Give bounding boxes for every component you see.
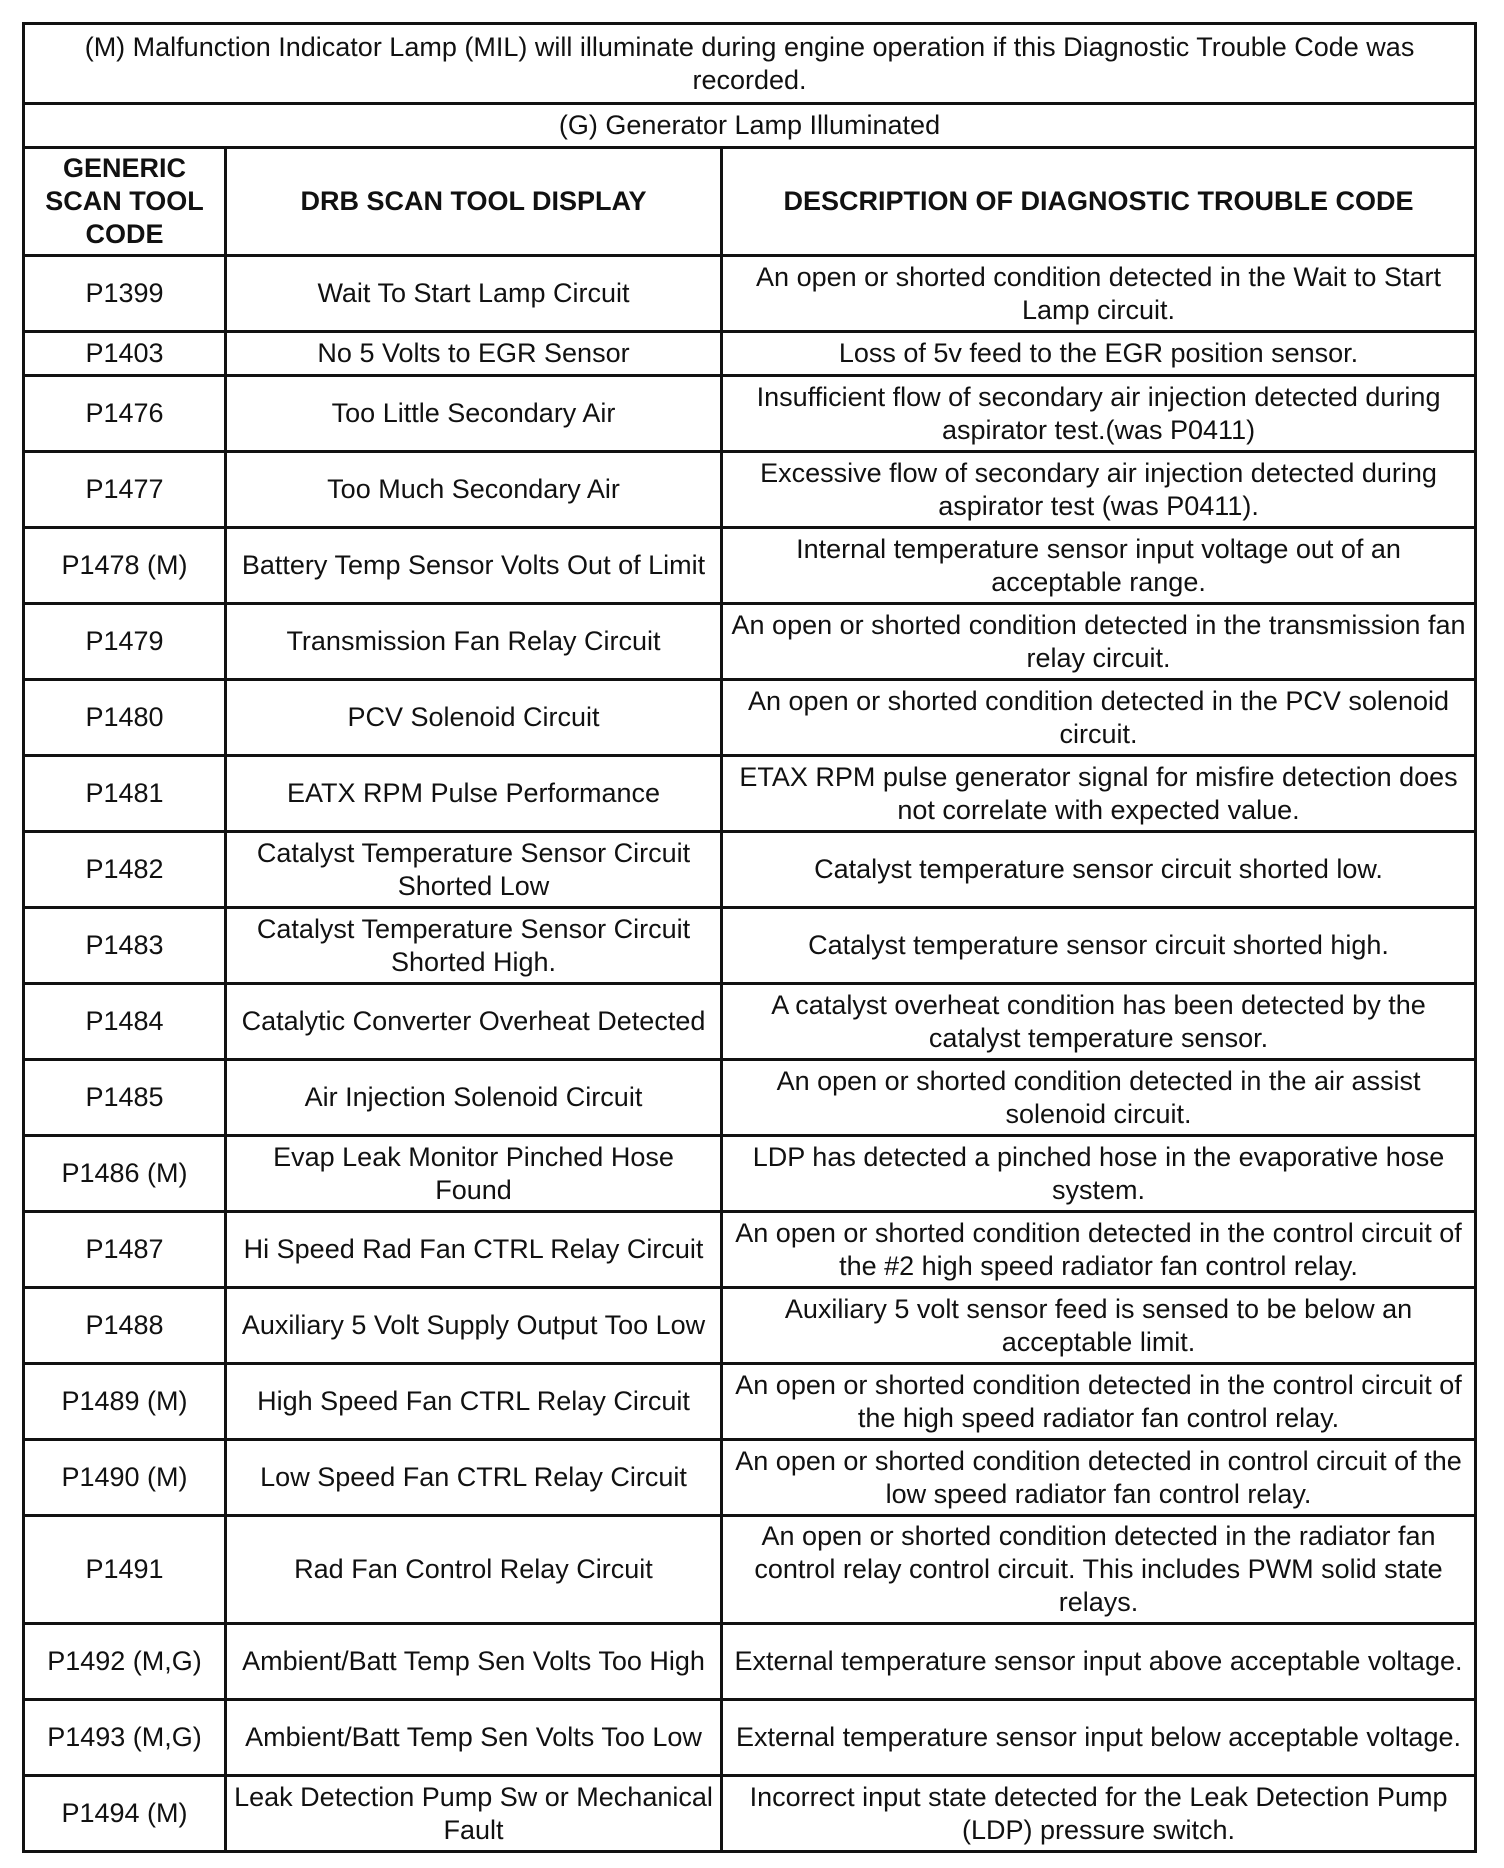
mil-note: (M) Malfunction Indicator Lamp (MIL) will illuminate during engine operation if this Diagnostic Trouble Code was recorded.	[24, 24, 1476, 104]
dtc-code: P1478 (M)	[24, 528, 226, 604]
dtc-display: EATX RPM Pulse Performance	[226, 756, 722, 832]
table-row	[24, 680, 1476, 756]
table-row	[24, 604, 1476, 680]
dtc-description: An open or shorted condition detected in control circuit of the low speed radiator fan control relay.	[722, 1440, 1476, 1516]
dtc-code: P1492 (M,G)	[24, 1624, 226, 1700]
dtc-display: Evap Leak Monitor Pinched Hose Found	[226, 1136, 722, 1212]
dtc-display: Too Little Secondary Air	[226, 376, 722, 452]
dtc-code: P1399	[24, 256, 226, 332]
table-row	[24, 832, 1476, 908]
dtc-display: Ambient/Batt Temp Sen Volts Too Low	[226, 1700, 722, 1776]
dtc-display: Auxiliary 5 Volt Supply Output Too Low	[226, 1288, 722, 1364]
dtc-display: Catalyst Temperature Sensor Circuit Shorted Low	[226, 832, 722, 908]
dtc-code: P1483	[24, 908, 226, 984]
dtc-code: P1480	[24, 680, 226, 756]
dtc-description: An open or shorted condition detected in the air assist solenoid circuit.	[722, 1060, 1476, 1136]
header-row	[24, 148, 1476, 256]
dtc-display: High Speed Fan CTRL Relay Circuit	[226, 1364, 722, 1440]
generator-note: (G) Generator Lamp Illuminated	[24, 104, 1476, 148]
dtc-description: Catalyst temperature sensor circuit shorted low.	[722, 832, 1476, 908]
dtc-code: P1477	[24, 452, 226, 528]
dtc-display: No 5 Volts to EGR Sensor	[226, 332, 722, 376]
dtc-description: An open or shorted condition detected in the control circuit of the #2 high speed radiator fan control relay.	[722, 1212, 1476, 1288]
dtc-description: ETAX RPM pulse generator signal for misfire detection does not correlate with expected value.	[722, 756, 1476, 832]
mil-note-row	[24, 24, 1476, 104]
dtc-code: P1490 (M)	[24, 1440, 226, 1516]
dtc-display: Leak Detection Pump Sw or Mechanical Fault	[226, 1776, 722, 1852]
dtc-code: P1488	[24, 1288, 226, 1364]
header-display: DRB SCAN TOOL DISPLAY	[226, 148, 722, 256]
dtc-description: Insufficient flow of secondary air injection detected during aspirator test.(was P0411)	[722, 376, 1476, 452]
dtc-code: P1491	[24, 1516, 226, 1624]
dtc-description: Incorrect input state detected for the Leak Detection Pump (LDP) pressure switch.	[722, 1776, 1476, 1852]
dtc-display: Transmission Fan Relay Circuit	[226, 604, 722, 680]
header-code: GENERIC SCAN TOOL CODE	[24, 148, 226, 256]
dtc-description: A catalyst overheat condition has been detected by the catalyst temperature sensor.	[722, 984, 1476, 1060]
dtc-description: LDP has detected a pinched hose in the evaporative hose system.	[722, 1136, 1476, 1212]
table-row	[24, 908, 1476, 984]
dtc-description: Catalyst temperature sensor circuit shorted high.	[722, 908, 1476, 984]
dtc-description: Auxiliary 5 volt sensor feed is sensed to be below an acceptable limit.	[722, 1288, 1476, 1364]
dtc-description: Loss of 5v feed to the EGR position sensor.	[722, 332, 1476, 376]
dtc-code: P1485	[24, 1060, 226, 1136]
header-description: DESCRIPTION OF DIAGNOSTIC TROUBLE CODE	[722, 148, 1476, 256]
dtc-code: P1481	[24, 756, 226, 832]
dtc-code: P1403	[24, 332, 226, 376]
table-row	[24, 452, 1476, 528]
table-row	[24, 1212, 1476, 1288]
dtc-display: Rad Fan Control Relay Circuit	[226, 1516, 722, 1624]
table-row	[24, 1700, 1476, 1776]
dtc-description: An open or shorted condition detected in the transmission fan relay circuit.	[722, 604, 1476, 680]
dtc-description: An open or shorted condition detected in the PCV solenoid circuit.	[722, 680, 1476, 756]
dtc-display: PCV Solenoid Circuit	[226, 680, 722, 756]
dtc-code: P1486 (M)	[24, 1136, 226, 1212]
dtc-code: P1489 (M)	[24, 1364, 226, 1440]
dtc-code: P1487	[24, 1212, 226, 1288]
dtc-description: An open or shorted condition detected in the control circuit of the high speed radiator fan control relay.	[722, 1364, 1476, 1440]
dtc-description: An open or shorted condition detected in the Wait to Start Lamp circuit.	[722, 256, 1476, 332]
dtc-code: P1494 (M)	[24, 1776, 226, 1852]
table-row	[24, 1364, 1476, 1440]
table-row	[24, 376, 1476, 452]
table-row	[24, 756, 1476, 832]
dtc-display: Hi Speed Rad Fan CTRL Relay Circuit	[226, 1212, 722, 1288]
table-row	[24, 256, 1476, 332]
table-row	[24, 1440, 1476, 1516]
table-row	[24, 1288, 1476, 1364]
table-row	[24, 984, 1476, 1060]
dtc-code: P1479	[24, 604, 226, 680]
dtc-display: Battery Temp Sensor Volts Out of Limit	[226, 528, 722, 604]
dtc-code: P1493 (M,G)	[24, 1700, 226, 1776]
dtc-display: Wait To Start Lamp Circuit	[226, 256, 722, 332]
table-row	[24, 1516, 1476, 1624]
dtc-code: P1484	[24, 984, 226, 1060]
generator-note-row	[24, 104, 1476, 148]
table-row	[24, 528, 1476, 604]
dtc-description: External temperature sensor input above acceptable voltage.	[722, 1624, 1476, 1700]
dtc-table	[22, 22, 1477, 1853]
dtc-display: Ambient/Batt Temp Sen Volts Too High	[226, 1624, 722, 1700]
table-row	[24, 1624, 1476, 1700]
table-row	[24, 1136, 1476, 1212]
dtc-code: P1476	[24, 376, 226, 452]
table-row	[24, 1060, 1476, 1136]
table-row	[24, 1776, 1476, 1852]
dtc-code: P1482	[24, 832, 226, 908]
table-row	[24, 332, 1476, 376]
dtc-description: An open or shorted condition detected in the radiator fan control relay control circuit. This includes PWM solid state relays.	[722, 1516, 1476, 1624]
dtc-display: Catalytic Converter Overheat Detected	[226, 984, 722, 1060]
dtc-display: Too Much Secondary Air	[226, 452, 722, 528]
dtc-display: Catalyst Temperature Sensor Circuit Shorted High.	[226, 908, 722, 984]
dtc-description: External temperature sensor input below acceptable voltage.	[722, 1700, 1476, 1776]
dtc-display: Air Injection Solenoid Circuit	[226, 1060, 722, 1136]
dtc-description: Excessive flow of secondary air injection detected during aspirator test (was P0411).	[722, 452, 1476, 528]
dtc-display: Low Speed Fan CTRL Relay Circuit	[226, 1440, 722, 1516]
dtc-description: Internal temperature sensor input voltage out of an acceptable range.	[722, 528, 1476, 604]
